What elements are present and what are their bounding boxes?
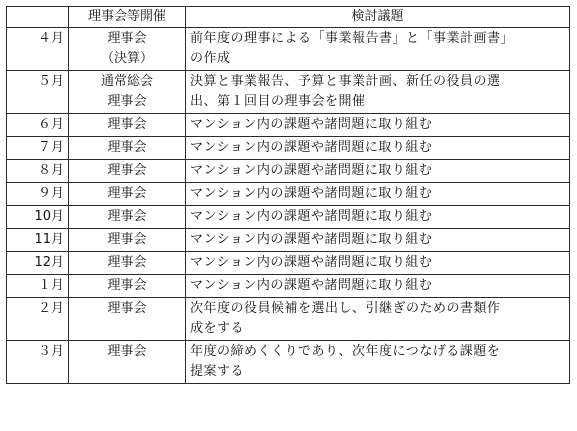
row-agenda <box>186 28 570 71</box>
table-row <box>7 229 570 252</box>
row-agenda: マンション内の課題や諸問題に取り組む <box>186 229 570 252</box>
table-row <box>7 137 570 160</box>
row-month: 11月 <box>7 229 69 252</box>
row-month: １月 <box>7 275 69 298</box>
table-row <box>7 298 570 341</box>
row-month: 10月 <box>7 206 69 229</box>
table-row <box>7 341 570 384</box>
row-agenda: マンション内の課題や諸問題に取り組む <box>186 252 570 275</box>
table-row <box>7 206 570 229</box>
meeting-line: 理事会 <box>107 31 147 46</box>
row-agenda: マンション内の課題や諸問題に取り組む <box>186 137 570 160</box>
agenda-line: 成をする <box>190 321 245 336</box>
row-meeting: 理事会 <box>69 114 186 137</box>
row-meeting: 理事会 <box>69 137 186 160</box>
agenda-line: 年度の締めくくりであり、次年度につなげる課題を <box>190 344 501 359</box>
meeting-line: 理事会 <box>107 94 147 109</box>
table-row <box>7 71 570 114</box>
table-row <box>7 275 570 298</box>
row-month: ８月 <box>7 160 69 183</box>
row-meeting: 理事会 <box>69 206 186 229</box>
table-row <box>7 183 570 206</box>
row-month: ２月 <box>7 298 69 341</box>
agenda-line: 提案する <box>190 364 245 379</box>
row-month: ７月 <box>7 137 69 160</box>
row-meeting: 理事会 <box>69 183 186 206</box>
header-agenda: 検討議題 <box>186 7 570 28</box>
row-meeting: 理事会 <box>69 275 186 298</box>
row-agenda: マンション内の課題や諸問題に取り組む <box>186 160 570 183</box>
row-month: ９月 <box>7 183 69 206</box>
table-row <box>7 160 570 183</box>
row-month: ３月 <box>7 341 69 384</box>
row-month: ４月 <box>7 28 69 71</box>
table-header-row <box>7 7 570 28</box>
meeting-line: （決算） <box>100 51 153 66</box>
row-agenda <box>186 341 570 384</box>
row-agenda <box>186 298 570 341</box>
row-meeting: 理事会 <box>69 229 186 252</box>
row-meeting: 理事会 <box>69 252 186 275</box>
table-row <box>7 28 570 71</box>
row-month: ６月 <box>7 114 69 137</box>
row-month: 12月 <box>7 252 69 275</box>
row-meeting: 理事会 <box>69 160 186 183</box>
row-meeting: 理事会 <box>69 298 186 341</box>
agenda-line: 次年度の役員候補を選出し、引継ぎのための書類作 <box>190 301 501 316</box>
header-meeting: 理事会等開催 <box>69 7 186 28</box>
meeting-line: 通常総会 <box>100 74 153 89</box>
row-meeting <box>69 28 186 71</box>
agenda-line: 出、第１回目の理事会を開催 <box>190 94 366 109</box>
row-agenda <box>186 71 570 114</box>
table-row <box>7 114 570 137</box>
row-meeting: 理事会 <box>69 341 186 384</box>
annual-schedule-table <box>6 6 570 384</box>
table-row <box>7 252 570 275</box>
header-month <box>7 7 69 28</box>
row-month: ５月 <box>7 71 69 114</box>
agenda-line: 前年度の理事による「事業報告書」と「事業計画書」 <box>190 31 515 46</box>
agenda-line: の作成 <box>190 51 231 66</box>
row-meeting <box>69 71 186 114</box>
row-agenda: マンション内の課題や諸問題に取り組む <box>186 183 570 206</box>
row-agenda: マンション内の課題や諸問題に取り組む <box>186 114 570 137</box>
row-agenda: マンション内の課題や諸問題に取り組む <box>186 275 570 298</box>
agenda-line: 決算と事業報告、予算と事業計画、新任の役員の選 <box>190 74 501 89</box>
row-agenda: マンション内の課題や諸問題に取り組む <box>186 206 570 229</box>
